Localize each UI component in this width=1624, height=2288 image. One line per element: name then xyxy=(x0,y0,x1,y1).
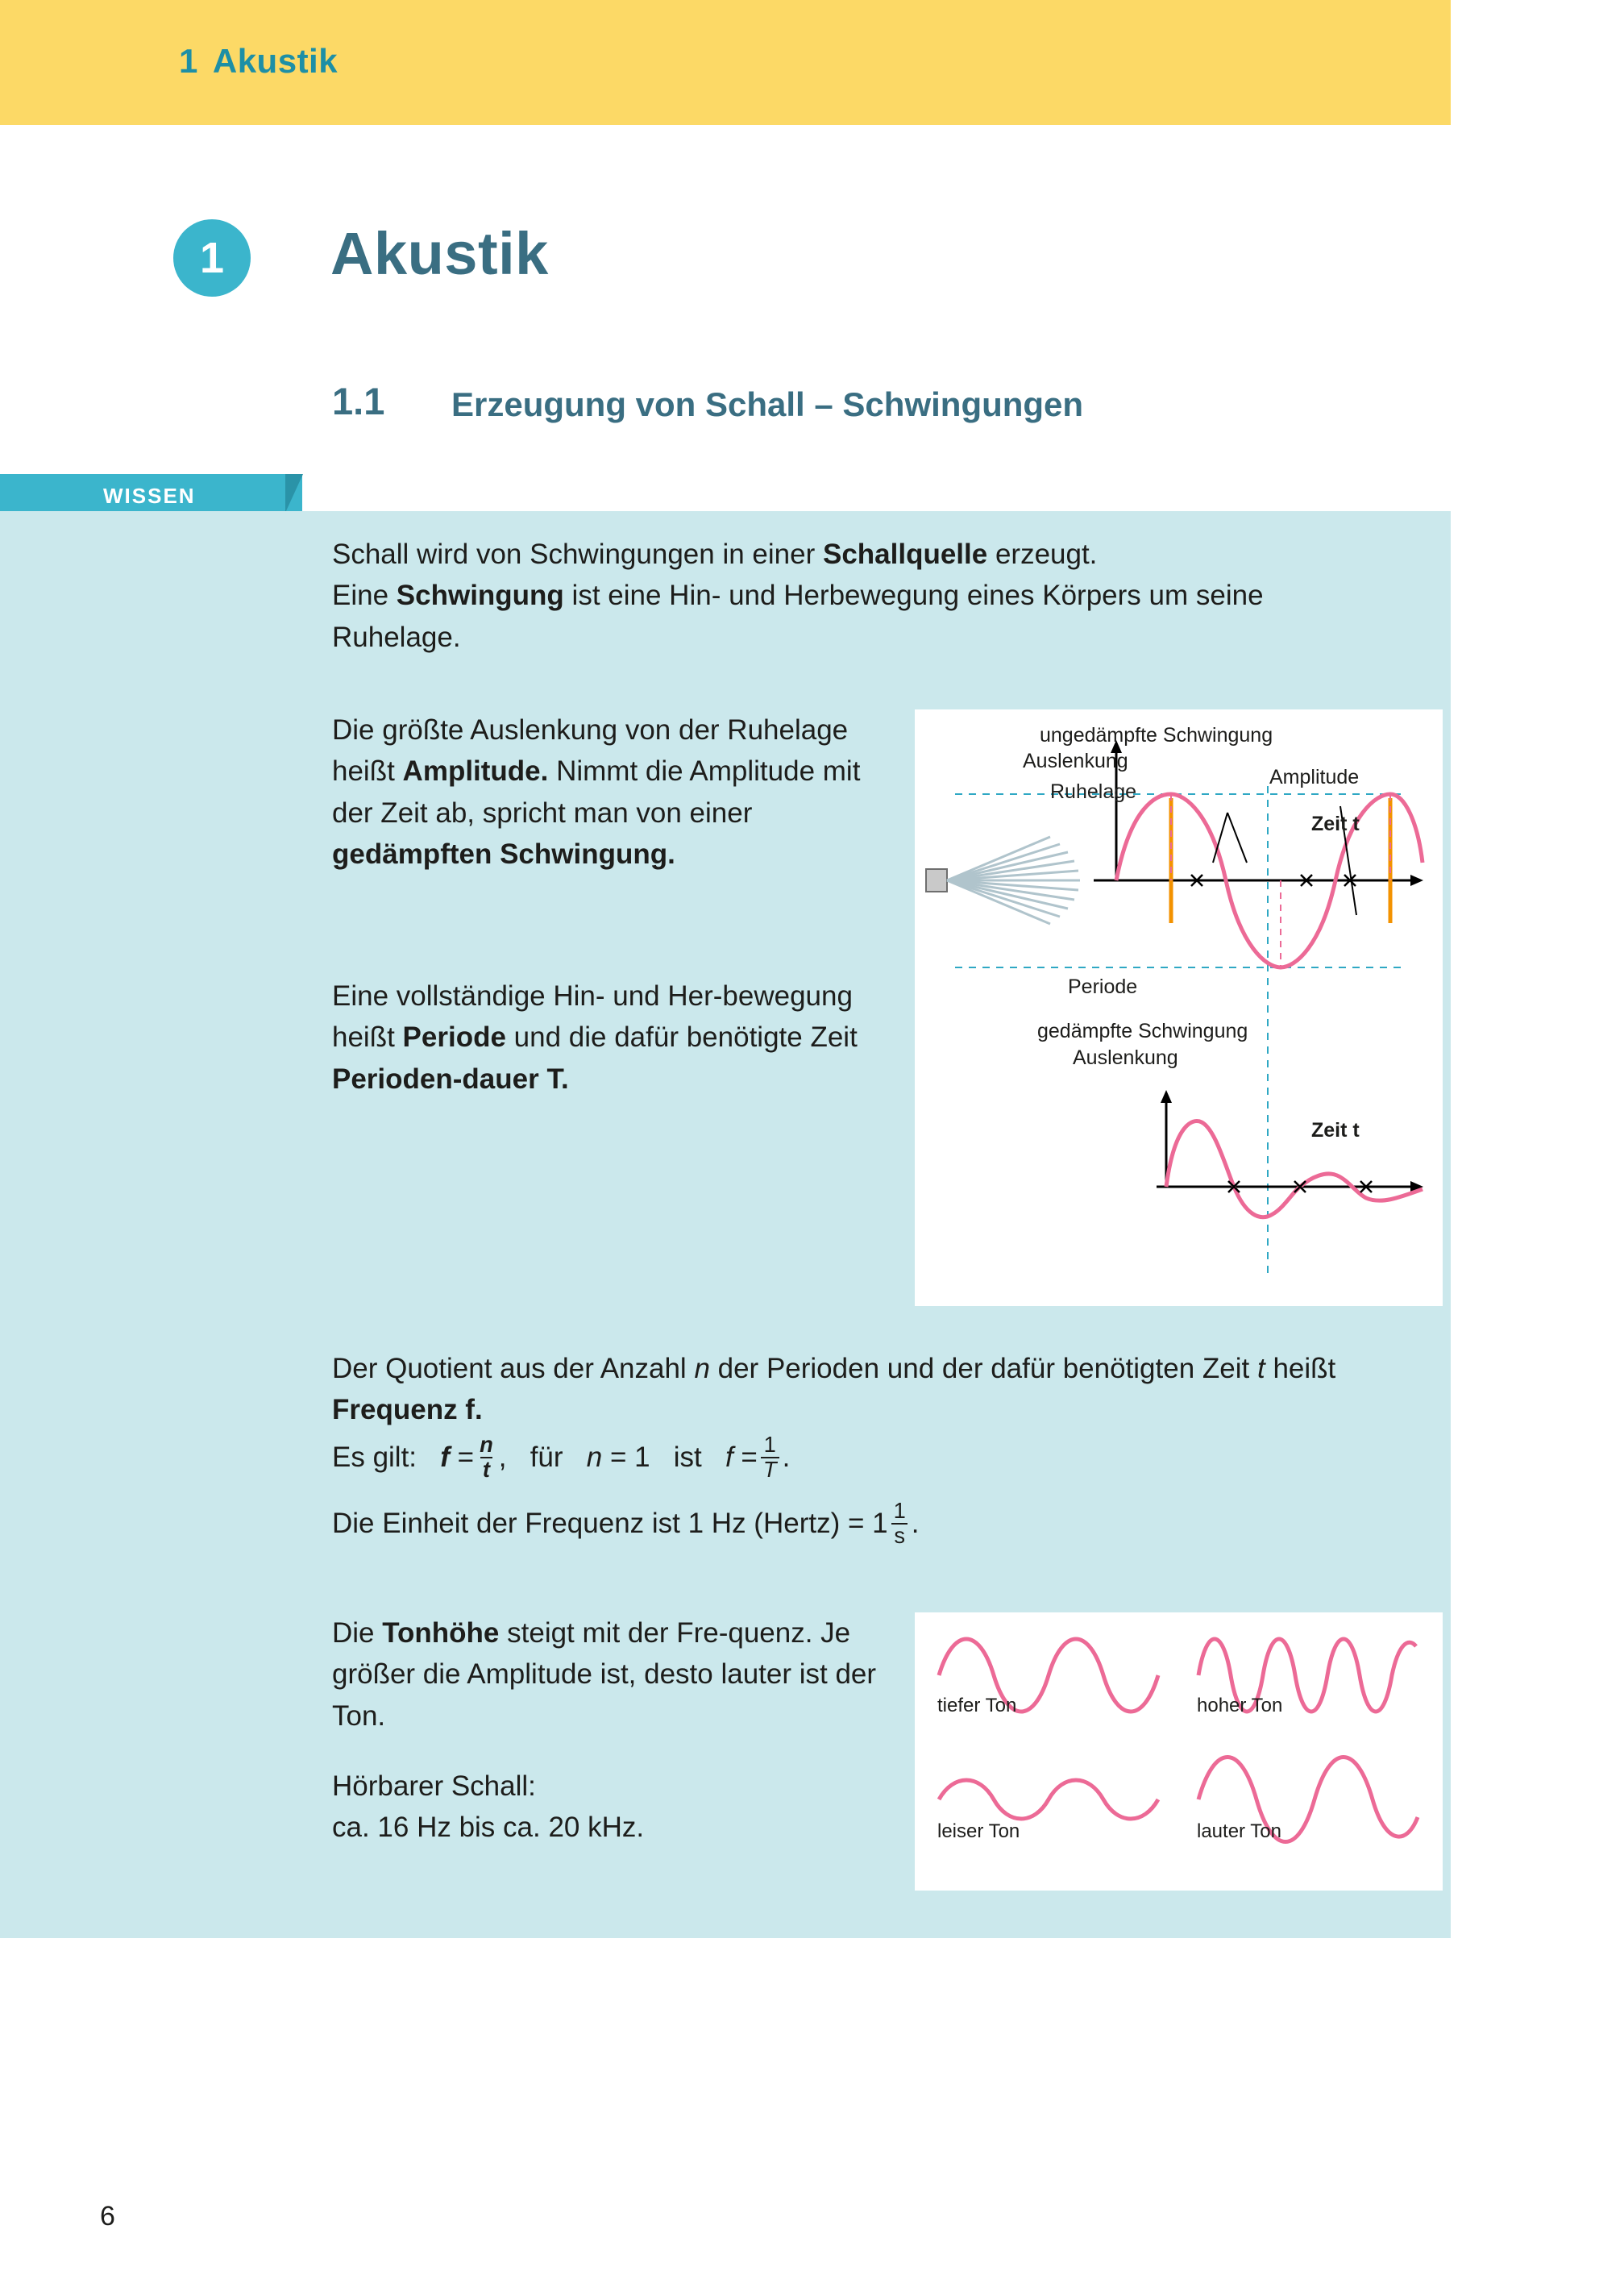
frequenz-var-t: t xyxy=(1256,1353,1265,1384)
section-title: Erzeugung von Schall – Schwingungen xyxy=(451,385,1084,423)
formula-f-1: f xyxy=(440,1441,450,1473)
figure-label-tiefer-ton: tiefer Ton xyxy=(937,1695,1017,1716)
formula-f-2: f xyxy=(725,1441,733,1473)
figure-label-y-axis-top: Auslenkung xyxy=(1023,750,1128,772)
page-header-title xyxy=(179,42,338,81)
figure-label-x-axis-bottom: Zeit t xyxy=(1311,1119,1360,1142)
figure-label-undamped-title: ungedämpfte Schwingung xyxy=(1040,724,1273,747)
intro-text-1: Schall wird von Schwingungen in einer xyxy=(332,539,823,570)
figure-label-lauter-ton: lauter Ton xyxy=(1197,1820,1281,1842)
frequenz-text-3: heißt xyxy=(1265,1353,1336,1384)
frequenz-text-1: Der Quotient aus der Anzahl xyxy=(332,1353,695,1384)
paragraph-tonhoehe xyxy=(332,1612,880,1737)
amplitude-text-1: Die größte Auslenkung von der Ruhelage heißt xyxy=(332,714,849,788)
periode-bold-2: Perioden-dauer T. xyxy=(332,1063,569,1095)
section-number: 1.1 xyxy=(332,380,385,422)
formula-ist: ist xyxy=(673,1441,702,1473)
frequenz-text-2: der Perioden und der dafür benötigten Zeit xyxy=(709,1353,1257,1384)
intro-text-4: ist eine Hin- und Herbewegung eines Körpers um seine xyxy=(563,580,1264,612)
paragraph-hoerbar xyxy=(332,1766,880,1849)
hoerbar-line-2: ca. 16 Hz bis ca. 20 kHz. xyxy=(332,1812,645,1844)
intro-bold-schallquelle: Schallquelle xyxy=(822,539,988,570)
chapter-badge: 1 xyxy=(173,219,251,297)
tonhoehe-text-1: Die xyxy=(332,1617,383,1649)
figure-label-hoher-ton: hoher Ton xyxy=(1197,1695,1283,1716)
paragraph-einheit xyxy=(332,1498,1138,1549)
amplitude-bold-2: gedämpften Schwingung. xyxy=(332,838,675,871)
formula-fuer: für xyxy=(530,1441,563,1473)
formula-var-n: n xyxy=(586,1441,603,1473)
formula-den-T: T xyxy=(762,1456,777,1482)
figure-label-leiser-ton: leiser Ton xyxy=(937,1820,1020,1842)
frequenz-bold: Frequenz f. xyxy=(332,1394,483,1426)
paragraph-amplitude xyxy=(332,709,888,876)
figure-label-periode: Periode xyxy=(1068,976,1138,998)
header-chapter-label: Akustik xyxy=(212,42,339,80)
formula-period: . xyxy=(782,1441,791,1473)
formula-eq-2: = 1 xyxy=(609,1441,650,1473)
einheit-fraction-1-over-s xyxy=(891,1500,908,1547)
einheit-text: Die Einheit der Frequenz ist 1 Hz (Hertz) = 1 xyxy=(332,1507,888,1539)
figure-label-damped-title: gedämpfte Schwingung xyxy=(1037,1020,1248,1042)
chapter-title: Akustik xyxy=(330,220,549,287)
vibration-fan xyxy=(947,837,1080,924)
formula-eq-1: = xyxy=(457,1441,475,1473)
figure-oscillation xyxy=(915,709,1443,1306)
intro-bold-schwingung: Schwingung xyxy=(396,580,564,612)
formula-num-n: n xyxy=(480,1432,493,1457)
einheit-num: 1 xyxy=(893,1498,906,1523)
top-x-arrow xyxy=(1410,875,1423,886)
amplitude-bold-1: Amplitude. xyxy=(402,755,549,788)
formula-label: Es gilt: xyxy=(332,1441,417,1473)
paragraph-intro xyxy=(332,534,1460,658)
damped-wave xyxy=(1166,1121,1423,1217)
periode-bold-1: Periode xyxy=(402,1021,506,1054)
formula-den-t: t xyxy=(482,1456,490,1482)
formula-num-1: 1 xyxy=(763,1432,776,1457)
einheit-den: s xyxy=(891,1523,908,1548)
intro-text-2: erzeugt. xyxy=(987,539,1098,570)
intro-text-5: Ruhelage. xyxy=(332,621,461,653)
header-chapter-number: 1 xyxy=(179,42,198,80)
intro-text-3: Eine xyxy=(332,580,397,612)
frequenz-var-n: n xyxy=(694,1353,710,1384)
oscillation-svg xyxy=(915,709,1443,1306)
tonhoehe-bold: Tonhöhe xyxy=(382,1617,500,1649)
paragraph-periode xyxy=(332,976,888,1100)
formula-comma: , xyxy=(498,1441,507,1473)
figure-label-ruhelage: Ruhelage xyxy=(1050,780,1137,803)
periode-text-2: und die dafür benötigte Zeit xyxy=(505,1021,858,1054)
amplitude-text-2: Nimmt die Amplitude mit der Zeit ab, spricht man von einer xyxy=(332,755,861,829)
figure-label-x-axis-top: Zeit t xyxy=(1311,813,1360,835)
page-number: 6 xyxy=(100,2201,115,2232)
paragraph-frequenz xyxy=(332,1348,1460,1431)
einheit-period: . xyxy=(911,1507,920,1539)
formula-eq-3: = xyxy=(741,1441,758,1473)
tones-svg xyxy=(915,1612,1443,1891)
tonhoehe-text-2: steigt mit der Fre-quenz. Je größer die Amplitude ist, desto lauter ist der Ton. xyxy=(332,1617,877,1732)
figure-label-amplitude: Amplitude xyxy=(1269,766,1360,788)
figure-label-y-axis-bottom: Auslenkung xyxy=(1073,1046,1178,1069)
hoerbar-line-1: Hörbarer Schall: xyxy=(332,1770,536,1802)
formula-fraction-1-over-T xyxy=(761,1433,779,1481)
wave-quiet xyxy=(939,1780,1158,1819)
bottom-y-arrow xyxy=(1161,1090,1172,1103)
wissen-tab-corner xyxy=(285,474,303,513)
figure-tones xyxy=(915,1612,1443,1891)
source-block xyxy=(926,869,947,892)
formula-fraction-n-over-t xyxy=(477,1433,496,1481)
wissen-tab-label: WISSEN xyxy=(103,484,196,508)
paragraph-formula xyxy=(332,1432,1057,1483)
periode-text-1: Eine vollständige Hin- und Her-bewegung heißt xyxy=(332,980,853,1054)
